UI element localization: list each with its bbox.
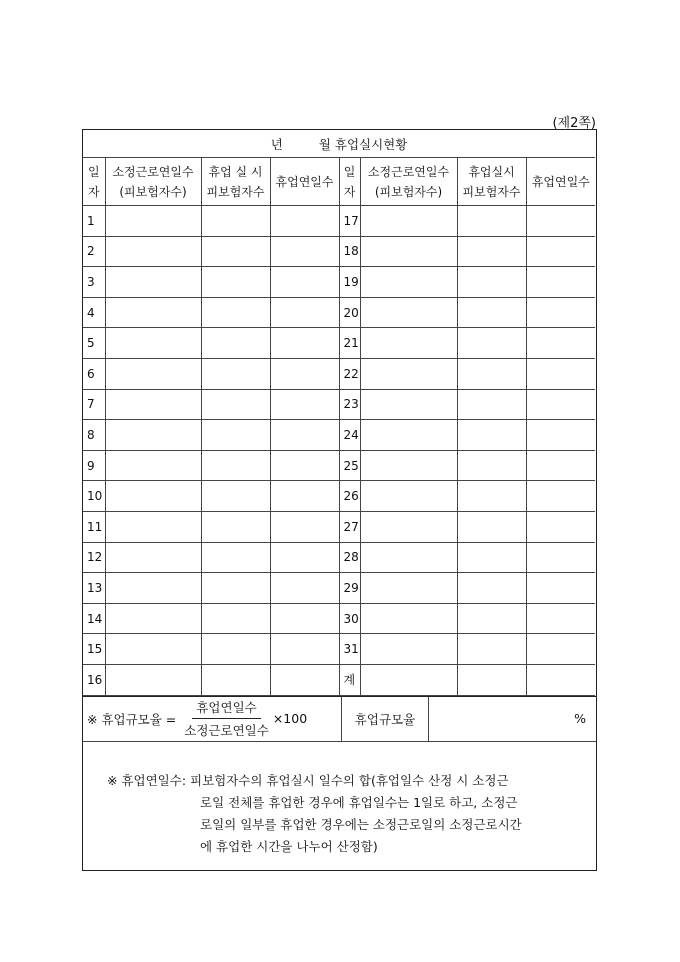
workers-cell[interactable] — [105, 236, 201, 267]
day-number: 16 — [83, 664, 105, 695]
insured-cell[interactable] — [201, 450, 270, 481]
day-number: 18 — [339, 236, 360, 267]
total-days-cell[interactable] — [270, 664, 339, 695]
insured-cell[interactable] — [201, 297, 270, 328]
header-day: 일 자 — [83, 158, 105, 206]
insured-cell[interactable] — [201, 267, 270, 298]
table-row — [83, 664, 595, 695]
workers-cell[interactable] — [105, 328, 201, 359]
workers-cell[interactable] — [105, 389, 201, 420]
workers-cell[interactable] — [105, 206, 201, 237]
total-days-cell[interactable] — [526, 603, 595, 634]
day-number: 20 — [339, 297, 360, 328]
insured-cell[interactable] — [457, 634, 526, 665]
insured-cell[interactable] — [201, 358, 270, 389]
total-days-cell[interactable] — [270, 358, 339, 389]
day-number: 11 — [83, 511, 105, 542]
workers-cell[interactable] — [360, 236, 457, 267]
total-days-cell[interactable] — [270, 328, 339, 359]
rate-value-cell[interactable] — [429, 711, 596, 726]
day-number: 29 — [339, 573, 360, 604]
total-days-cell[interactable] — [526, 267, 595, 298]
total-days-cell[interactable] — [526, 328, 595, 359]
workers-cell[interactable] — [105, 420, 201, 451]
workers-cell[interactable] — [105, 297, 201, 328]
insured-cell[interactable] — [201, 420, 270, 451]
workers-cell[interactable] — [360, 511, 457, 542]
note-line: 에 휴업한 시간을 나누어 산정함) — [200, 838, 378, 854]
table-row — [83, 542, 595, 573]
insured-cell[interactable] — [457, 603, 526, 634]
insured-cell[interactable] — [457, 267, 526, 298]
table-row — [83, 603, 595, 634]
insured-cell[interactable] — [201, 634, 270, 665]
workers-cell[interactable] — [360, 573, 457, 604]
total-days-cell[interactable] — [526, 664, 595, 695]
total-days-cell[interactable] — [526, 634, 595, 665]
total-days-cell[interactable] — [270, 634, 339, 665]
rate-row — [83, 696, 596, 742]
total-days-cell[interactable] — [270, 389, 339, 420]
day-number: 12 — [83, 542, 105, 573]
day-number: 21 — [339, 328, 360, 359]
note-line: 로일 전체를 휴업한 경우에 휴업일수는 1일로 하고, 소정근 — [200, 794, 518, 810]
day-number: 17 — [339, 206, 360, 237]
day-number: 4 — [83, 297, 105, 328]
header-insured: 휴업 실 시 피보험자수 — [201, 158, 270, 206]
day-number: 22 — [339, 358, 360, 389]
header-workers-right: 소정근로연일수 (피보험자수) — [360, 158, 457, 206]
workers-cell[interactable] — [360, 420, 457, 451]
day-number: 30 — [339, 603, 360, 634]
total-days-cell[interactable] — [270, 297, 339, 328]
workers-cell[interactable] — [360, 297, 457, 328]
workers-cell[interactable] — [360, 389, 457, 420]
total-days-cell[interactable] — [526, 358, 595, 389]
workers-cell[interactable] — [360, 206, 457, 237]
day-number: 24 — [339, 420, 360, 451]
table-row — [83, 450, 595, 481]
insured-cell[interactable] — [457, 206, 526, 237]
table-row — [83, 206, 595, 237]
insured-cell[interactable] — [457, 297, 526, 328]
total-days-cell[interactable] — [526, 236, 595, 267]
insured-cell[interactable] — [201, 664, 270, 695]
table-row — [83, 358, 595, 389]
total-days-cell[interactable] — [270, 420, 339, 451]
day-number: 31 — [339, 634, 360, 665]
workers-cell[interactable] — [105, 450, 201, 481]
insured-cell[interactable] — [457, 481, 526, 512]
rate-numerator: 휴업연일수 — [192, 698, 260, 719]
day-number: 9 — [83, 450, 105, 481]
workers-cell[interactable] — [105, 603, 201, 634]
title-year: 년 — [270, 136, 283, 152]
day-number: 2 — [83, 236, 105, 267]
day-number: 26 — [339, 481, 360, 512]
workers-cell[interactable] — [360, 634, 457, 665]
total-days-cell[interactable] — [526, 573, 595, 604]
rate-denominator: 소정근로연일수 — [184, 723, 269, 738]
insured-cell[interactable] — [457, 389, 526, 420]
total-days-cell[interactable] — [526, 542, 595, 573]
total-days-cell[interactable] — [270, 236, 339, 267]
total-days-cell[interactable] — [270, 511, 339, 542]
note-section — [83, 742, 596, 858]
total-days-cell[interactable] — [526, 450, 595, 481]
total-days-cell[interactable] — [526, 481, 595, 512]
total-days-cell[interactable] — [270, 573, 339, 604]
insured-cell[interactable] — [201, 511, 270, 542]
workers-cell[interactable] — [105, 573, 201, 604]
workers-cell[interactable] — [360, 664, 457, 695]
workers-cell[interactable] — [360, 267, 457, 298]
day-number: 15 — [83, 634, 105, 665]
total-days-cell[interactable] — [526, 389, 595, 420]
workers-cell[interactable] — [360, 542, 457, 573]
insured-cell[interactable] — [457, 420, 526, 451]
day-number: 23 — [339, 389, 360, 420]
insured-cell[interactable] — [457, 664, 526, 695]
day-number: 5 — [83, 328, 105, 359]
workers-cell[interactable] — [360, 358, 457, 389]
insured-cell[interactable] — [457, 328, 526, 359]
table-row — [83, 297, 595, 328]
total-days-cell[interactable] — [270, 267, 339, 298]
header-total-days: 휴업연일수 — [270, 158, 339, 206]
day-number: 14 — [83, 603, 105, 634]
day-number: 27 — [339, 511, 360, 542]
insured-cell[interactable] — [201, 481, 270, 512]
rate-multiplier: ×100 — [272, 711, 308, 726]
day-number: 25 — [339, 450, 360, 481]
workers-cell[interactable] — [360, 481, 457, 512]
rate-cell-label: 휴업규모율 — [341, 697, 429, 741]
workers-cell[interactable] — [105, 634, 201, 665]
rate-formula — [83, 698, 341, 739]
note-line: 로일의 일부를 휴업한 경우에는 소정근로일의 소정근로시간 — [200, 816, 522, 832]
workers-cell[interactable] — [360, 603, 457, 634]
total-days-cell[interactable] — [270, 542, 339, 573]
workers-cell[interactable] — [105, 481, 201, 512]
day-number: 13 — [83, 573, 105, 604]
table-row — [83, 420, 595, 451]
table-row — [83, 267, 595, 298]
workers-cell[interactable] — [360, 450, 457, 481]
note-line: ※ 휴업연일수: 피보험자수의 휴업실시 일수의 합(휴업일수 산정 시 소정근 — [107, 772, 509, 788]
workers-cell[interactable] — [105, 511, 201, 542]
table-row — [83, 328, 595, 359]
day-number: 10 — [83, 481, 105, 512]
day-number: 6 — [83, 358, 105, 389]
workers-cell[interactable] — [105, 664, 201, 695]
status-table — [83, 130, 595, 696]
header-insured-right: 휴업실시 피보험자수 — [457, 158, 526, 206]
total-days-cell[interactable] — [270, 450, 339, 481]
insured-cell[interactable] — [201, 236, 270, 267]
header-workers: 소정근로연일수 (피보험자수) — [105, 158, 201, 206]
workers-cell[interactable] — [105, 267, 201, 298]
day-number: 1 — [83, 206, 105, 237]
total-days-cell[interactable] — [526, 511, 595, 542]
table-row — [83, 634, 595, 665]
total-days-cell[interactable] — [270, 206, 339, 237]
insured-cell[interactable] — [457, 450, 526, 481]
table-row — [83, 389, 595, 420]
total-days-cell[interactable] — [526, 297, 595, 328]
total-days-cell[interactable] — [526, 420, 595, 451]
workers-cell[interactable] — [360, 328, 457, 359]
insured-cell[interactable] — [201, 573, 270, 604]
title-month: 월 휴업실시현황 — [318, 136, 408, 152]
table-row — [83, 481, 595, 512]
table-row — [83, 573, 595, 604]
total-days-cell[interactable] — [526, 206, 595, 237]
workers-cell[interactable] — [105, 542, 201, 573]
insured-cell[interactable] — [201, 206, 270, 237]
insured-cell[interactable] — [457, 511, 526, 542]
total-days-cell[interactable] — [270, 481, 339, 512]
day-number: 28 — [339, 542, 360, 573]
table-title — [83, 130, 595, 158]
table-row — [83, 236, 595, 267]
day-number: 8 — [83, 420, 105, 451]
rate-unit: % — [574, 711, 586, 726]
day-number: 7 — [83, 389, 105, 420]
table-row — [83, 511, 595, 542]
insured-cell[interactable] — [457, 542, 526, 573]
day-number: 3 — [83, 267, 105, 298]
header-total-days-right: 휴업연일수 — [526, 158, 595, 206]
insured-cell[interactable] — [201, 603, 270, 634]
insured-cell[interactable] — [457, 236, 526, 267]
rate-fraction — [184, 698, 269, 739]
insured-cell[interactable] — [457, 573, 526, 604]
total-days-cell[interactable] — [270, 603, 339, 634]
insured-cell[interactable] — [457, 358, 526, 389]
header-day-right: 일 자 — [339, 158, 360, 206]
day-number: 계 — [339, 664, 360, 695]
insured-cell[interactable] — [201, 328, 270, 359]
insured-cell[interactable] — [201, 389, 270, 420]
rate-prefix: ※ 휴업규모율 = — [87, 711, 177, 727]
day-number: 19 — [339, 267, 360, 298]
workers-cell[interactable] — [105, 358, 201, 389]
leave-status-form — [82, 129, 597, 871]
insured-cell[interactable] — [201, 542, 270, 573]
page-label: (제2쪽) — [552, 116, 596, 131]
